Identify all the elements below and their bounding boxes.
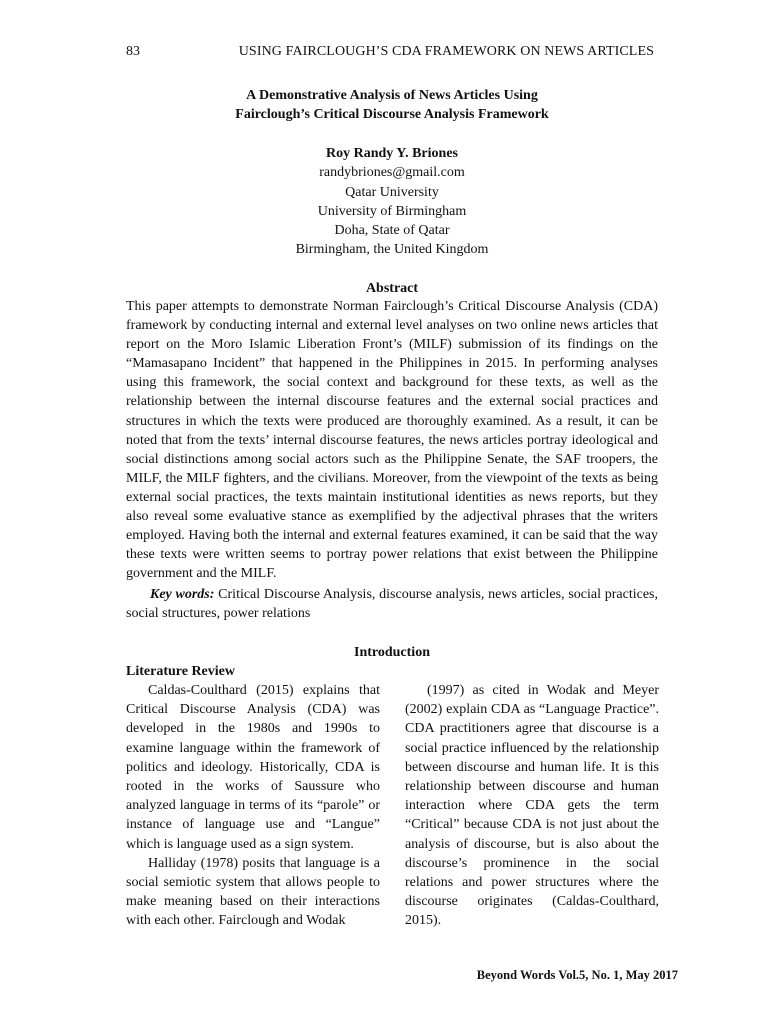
author-name: Roy Randy Y. Briones: [326, 146, 458, 161]
abstract-body: This paper attempts to demonstrate Norman Fairclough’s Critical Discourse Analysis (CDA) framework by conducting internal and external level analyses on two online news articles that report on the Moro Islamic Liberation Front’s (MILF) submission of its findings on the “Mamasapano Incident” that happened in the Philippines in 2015. In performing analyses using this framework, the social context and background for these texts, as well as the relationship between the internal discourse features and the external social practices and structures in which the texts were produced are thoroughly examined. As a result, it can be noted that from the texts’ internal discourse features, the news articles portray ideological and social distinctions among social actors such as the Philippine Senate, the SAF troopers, the MILF, the MILF fighters, and the civilians. Moreover, from the viewpoint of the texts as being external social practices, the texts maintain institutional identities as news reports, but they also reveal some evaluative stance as exemplified by the adjectival phrases that the writers employed. Having both the internal and external features examined, it can be said that the way these texts were written seems to portray power relations that exist between the Philippine government and the MILF.: [126, 299, 658, 582]
running-head: [126, 42, 654, 62]
section-heading-introduction: Introduction: [354, 645, 430, 660]
paper-title-line-2: Fairclough’s Critical Discourse Analysis Framework: [235, 107, 549, 122]
paragraph: (1997) as cited in Wodak and Meyer (2002) explain CDA as “Language Practice”. CDA practitioners agree that discourse is a social practice influenced by the relationship between discourse and human life. It is this relationship between discourse and human interaction where CDA gets the term “Critical” because CDA is not just about the analysis of discourse, but is also about the discourse’s prominence in the social relations and power structures where the discourse originates (Caldas-Coulthard, 2015).: [405, 683, 659, 929]
paragraph: Caldas-Coulthard (2015) explains that Critical Discourse Analysis (CDA) was developed in the 1980s and 1990s to examine language within the framework of politics and ideology. Historically, CDA is rooted in the works of Saussure who analyzed language in terms of its “parole” or instance of language use and “Langue” which is language used as a sign system.: [126, 683, 380, 852]
author-affiliation-2: University of Birmingham: [317, 203, 467, 219]
paper-title: [126, 86, 658, 124]
abstract-heading: Abstract: [365, 281, 419, 296]
author-affiliation-1: Qatar University: [345, 184, 439, 200]
author-location-1: Doha, State of Qatar: [334, 223, 450, 239]
paper-title-line-1: A Demonstrative Analysis of News Articles Using: [246, 88, 538, 103]
author-email: randybriones@gmail.com: [319, 165, 465, 181]
author-block: [126, 144, 658, 260]
keywords-list: Critical Discourse Analysis, discourse analysis, news articles, social practices, social structures, power relations: [126, 587, 658, 622]
keywords: [126, 585, 658, 623]
page-number: 83: [126, 44, 140, 59]
running-title: USING FAIRCLOUGH’S CDA FRAMEWORK ON NEWS ARTICLES: [238, 44, 654, 59]
column-left: [126, 681, 380, 931]
author-location-2: Birmingham, the United Kingdom: [295, 242, 489, 258]
keywords-label: Key words:: [150, 587, 215, 602]
paragraph: Halliday (1978) posits that language is a social semiotic system that allows people to make meaning based on their interactions with each other. Fairclough and Wodak: [126, 855, 380, 929]
subsection-heading-literature-review: Literature Review: [126, 664, 235, 679]
journal-footer: Beyond Words Vol.5, No. 1, May 2017: [476, 968, 678, 982]
column-right: [405, 681, 659, 931]
